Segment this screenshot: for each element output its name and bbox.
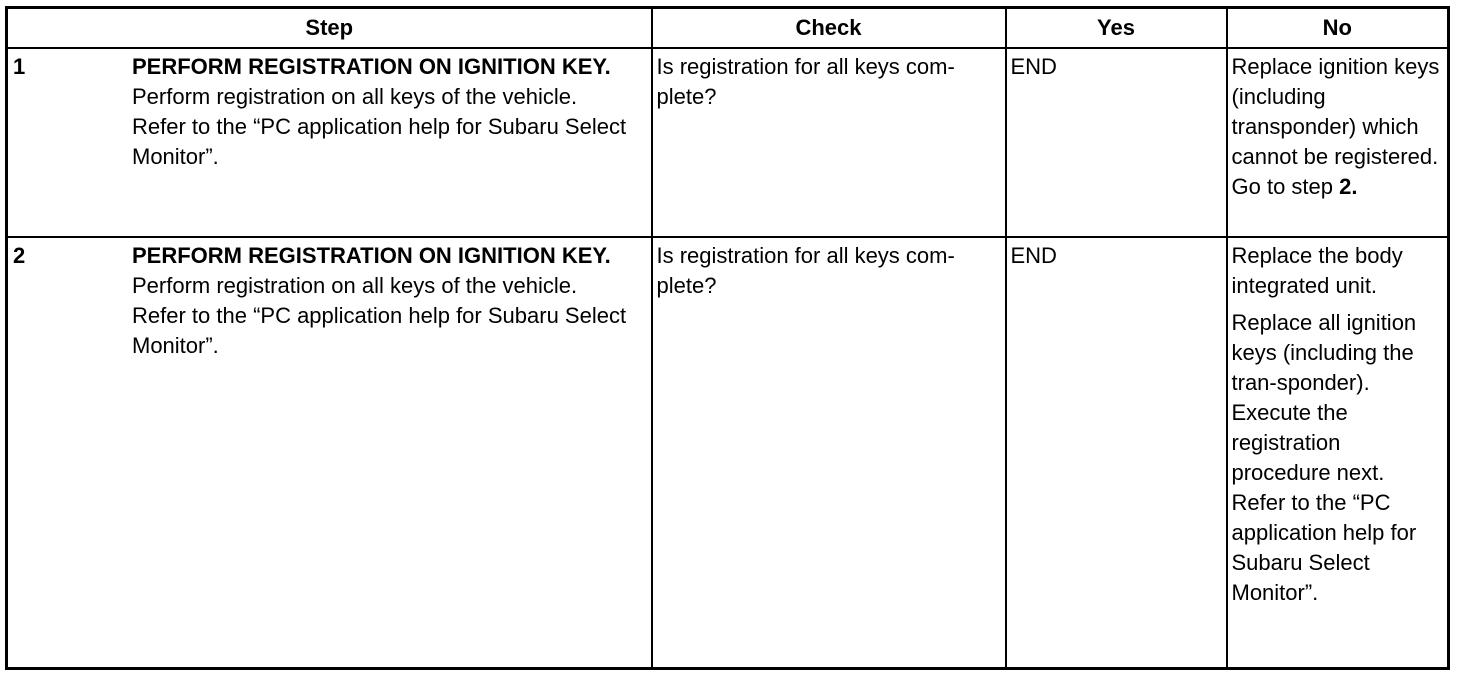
header-row — [7, 8, 1449, 49]
no-goto-step: 2. — [1339, 174, 1358, 199]
no-cell — [1227, 48, 1449, 237]
no-action-text: Replace ignition keys (including transponder) which cannot be registered. Go to step — [1231, 54, 1440, 199]
step-number: 1 — [13, 54, 26, 79]
step-cell — [7, 237, 652, 669]
step-reference: Refer to the “PC application help for Subaru Select Monitor”. — [132, 114, 627, 169]
no-action-paragraph: Replace all ignition keys (including the tran-sponder). Execute the registration procedure next. Refer to the “PC application help for Subaru Select Monitor”. — [1231, 310, 1417, 605]
yes-cell: END — [1006, 237, 1227, 669]
diagnostic-table — [5, 6, 1450, 670]
step-title: PERFORM REGISTRATION ON IGNITION KEY. — [132, 54, 611, 79]
header-step: Step — [7, 8, 652, 49]
yes-cell: END — [1006, 48, 1227, 237]
step-content — [132, 52, 647, 172]
table-row — [7, 48, 1449, 237]
step-cell — [7, 48, 652, 237]
no-action-paragraph: Replace the body integrated unit. — [1231, 243, 1403, 298]
header-check: Check — [652, 8, 1006, 49]
header-yes: Yes — [1006, 8, 1227, 49]
step-instruction: Perform registration on all keys of the vehicle. — [132, 84, 578, 109]
step-instruction: Perform registration on all keys of the vehicle. — [132, 273, 578, 298]
step-reference: Refer to the “PC application help for Subaru Select Monitor”. — [132, 303, 627, 358]
check-cell: Is registration for all keys com-plete? — [652, 48, 1006, 237]
no-cell — [1227, 237, 1449, 669]
header-no: No — [1227, 8, 1449, 49]
step-content — [132, 241, 647, 361]
step-title: PERFORM REGISTRATION ON IGNITION KEY. — [132, 243, 611, 268]
table-row — [7, 237, 1449, 669]
step-number: 2 — [13, 243, 26, 268]
check-cell: Is registration for all keys com-plete? — [652, 237, 1006, 669]
